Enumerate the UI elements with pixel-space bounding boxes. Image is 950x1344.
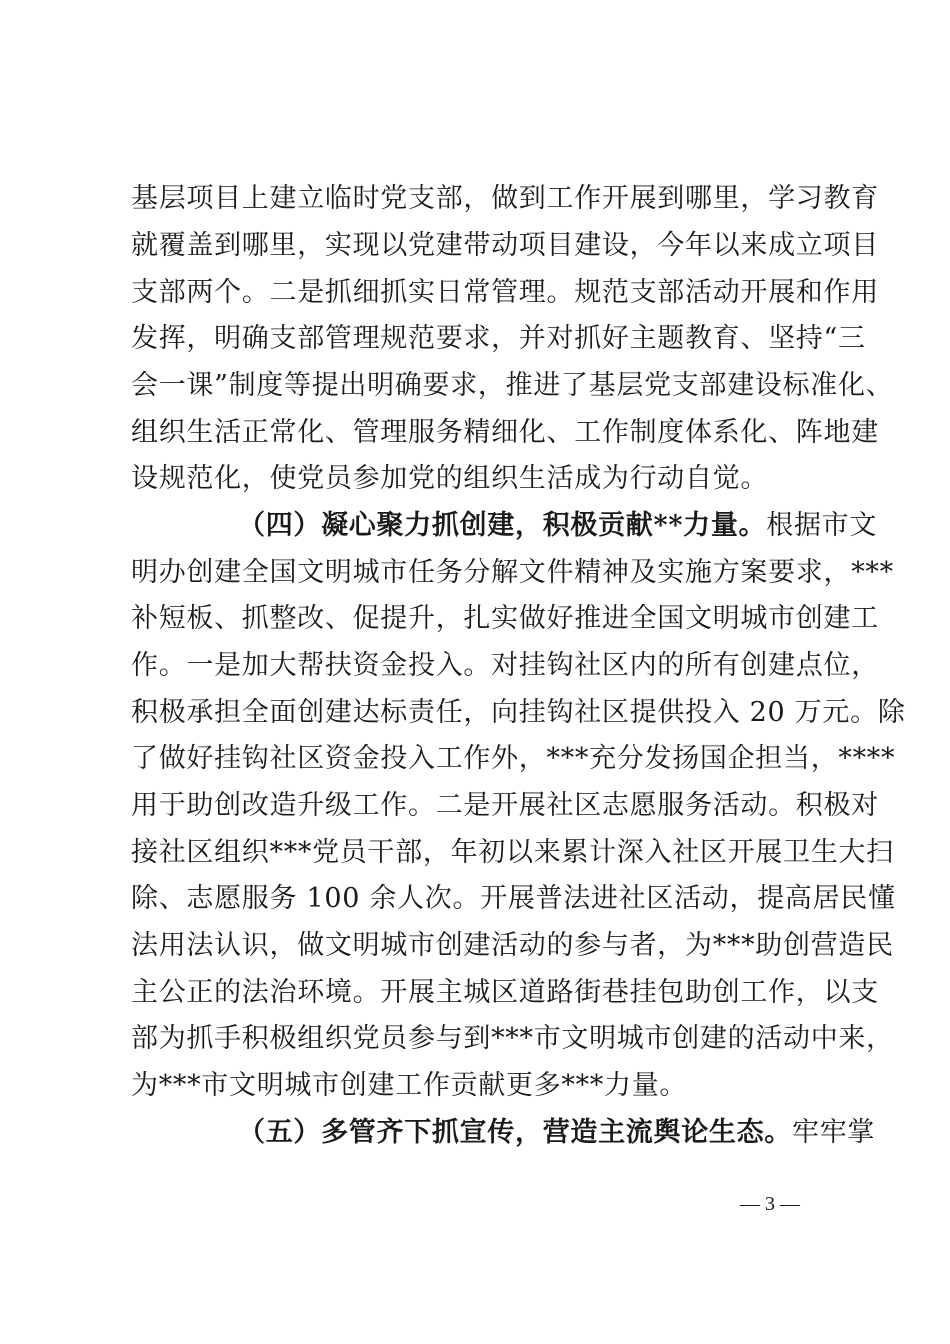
text-line: 组织生活正常化、管理服务精细化、工作制度体系化、阵地建 xyxy=(131,417,879,448)
section-five-heading: （五）多管齐下抓宣传，营造主流舆论生态。 xyxy=(238,1117,792,1148)
page-number: — 3 — xyxy=(740,1193,800,1215)
section-four-first-line xyxy=(238,511,877,541)
section-four-first-line-rest: 根据市文 xyxy=(766,510,878,541)
text-line: 补短板、抓整改、促提升，扎实做好推进全国文明城市创建工 xyxy=(131,603,879,634)
text-line: 用于助创改造升级工作。二是开展社区志愿服务活动。积极对 xyxy=(131,790,879,821)
text-line: 为***市文明城市创建工作贡献更多***力量。 xyxy=(131,1070,688,1101)
section-four-heading: （四）凝心聚力抓创建，积极贡献**力量。 xyxy=(238,510,767,541)
text-line: 基层项目上建立临时党支部，做到工作开展到哪里，学习教育 xyxy=(131,183,879,214)
text-line: 了做好挂钩社区资金投入工作外，***充分发扬国企担当，**** xyxy=(131,743,896,774)
section-five-first-line xyxy=(238,1118,875,1148)
text-line: 积极承担全面创建达标责任，向挂钩社区提供投入 20 万元。除 xyxy=(131,697,906,728)
text-line: 法用法认识，做文明城市创建活动的参与者，为***助创营造民 xyxy=(131,930,894,961)
text-line: 作。一是加大帮扶资金投入。对挂钩社区内的所有创建点位， xyxy=(131,650,879,681)
text-line: 支部两个。二是抓细抓实日常管理。规范支部活动开展和作用 xyxy=(131,277,879,308)
text-line: 设规范化，使党员参加党的组织生活成为行动自觉。 xyxy=(131,463,769,494)
text-line: 除、志愿服务 100 余人次。开展普法进社区活动，提高居民懂 xyxy=(131,883,896,914)
section-five-first-line-rest: 牢牢掌 xyxy=(792,1117,876,1148)
text-line: 发挥，明确支部管理规范要求，并对抓好主题教育、坚持“三 xyxy=(131,323,866,354)
text-line: 会一课”制度等提出明确要求，推进了基层党支部建设标准化、 xyxy=(131,370,894,401)
text-line: 主公正的法治环境。开展主城区道路街巷挂包助创工作，以支 xyxy=(131,977,879,1008)
text-line: 部为抓手积极组织党员参与到***市文明城市创建的活动中来， xyxy=(131,1023,894,1054)
text-line: 明办创建全国文明城市任务分解文件精神及实施方案要求，*** xyxy=(131,557,894,588)
text-line: 接社区组织***党员干部，年初以来累计深入社区开展卫生大扫 xyxy=(131,837,894,868)
text-line: 就覆盖到哪里，实现以党建带动项目建设，今年以来成立项目 xyxy=(131,230,879,261)
